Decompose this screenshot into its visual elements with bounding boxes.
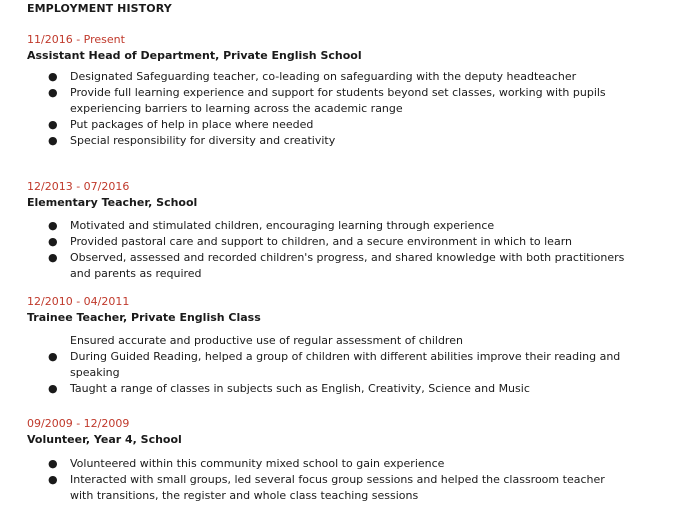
bullet-icon: ● [48, 473, 58, 486]
bullet-icon: ● [48, 86, 58, 99]
list-item: ● Provided pastoral care and support to children, and a secure environment in which to learn [48, 235, 572, 248]
job-duties [27, 333, 627, 397]
job-role: Trainee Teacher, Private English Class [27, 311, 261, 324]
job-date: 11/2016 - Present [27, 33, 125, 46]
job-duties [27, 69, 617, 149]
list-item: ● During Guided Reading, helped a group of children with different abilities improve their reading and speaking [48, 350, 621, 379]
job-entry [27, 294, 667, 397]
job-date: 09/2009 - 12/2009 [27, 417, 130, 430]
bullet-icon: ● [48, 134, 58, 147]
job-role: Volunteer, Year 4, School [27, 433, 182, 446]
bullet-icon: ● [48, 235, 58, 248]
list-item: ● Put packages of help in place where needed [48, 118, 314, 131]
list-item: ● Volunteered within this community mixed school to gain experience [48, 457, 445, 470]
job-date: 12/2013 - 07/2016 [27, 180, 130, 193]
bullet-icon: ● [48, 251, 58, 264]
bullet-icon: ● [48, 382, 58, 395]
bullet-icon: ● [48, 350, 58, 363]
bullet-icon: ● [48, 118, 58, 131]
list-item: ● Observed, assessed and recorded children's progress, and shared knowledge with both practitioners and parents as required [48, 251, 625, 280]
bullet-icon: ● [48, 457, 58, 470]
section-title: EMPLOYMENT HISTORY [27, 2, 172, 15]
job-duties [27, 456, 627, 504]
job-role: Assistant Head of Department, Private English School [27, 49, 362, 62]
list-item: Ensured accurate and productive use of regular assessment of children [70, 334, 463, 347]
bullet-icon: ● [48, 70, 58, 83]
list-item: ● Taught a range of classes in subjects such as English, Creativity, Science and Music [48, 382, 530, 395]
list-item: ● Interacted with small groups, led several focus group sessions and helped the classroom teacher with transitions, the register and whole class teaching sessions [48, 473, 605, 502]
job-date: 12/2010 - 04/2011 [27, 295, 130, 308]
list-item: ● Motivated and stimulated children, encouraging learning through experience [48, 219, 495, 232]
job-duties [27, 218, 627, 282]
job-entry [27, 416, 667, 504]
list-item: ● Designated Safeguarding teacher, co-leading on safeguarding with the deputy headteacher [48, 70, 577, 83]
bullet-icon: ● [48, 219, 58, 232]
job-entry [27, 179, 667, 282]
job-role: Elementary Teacher, School [27, 196, 198, 209]
job-entry [27, 32, 667, 149]
list-item: ● Provide full learning experience and support for students beyond set classes, working with pupils experiencing barriers to learning across the academic range [48, 86, 606, 115]
list-item: ● Special responsibility for diversity and creativity [48, 134, 336, 147]
